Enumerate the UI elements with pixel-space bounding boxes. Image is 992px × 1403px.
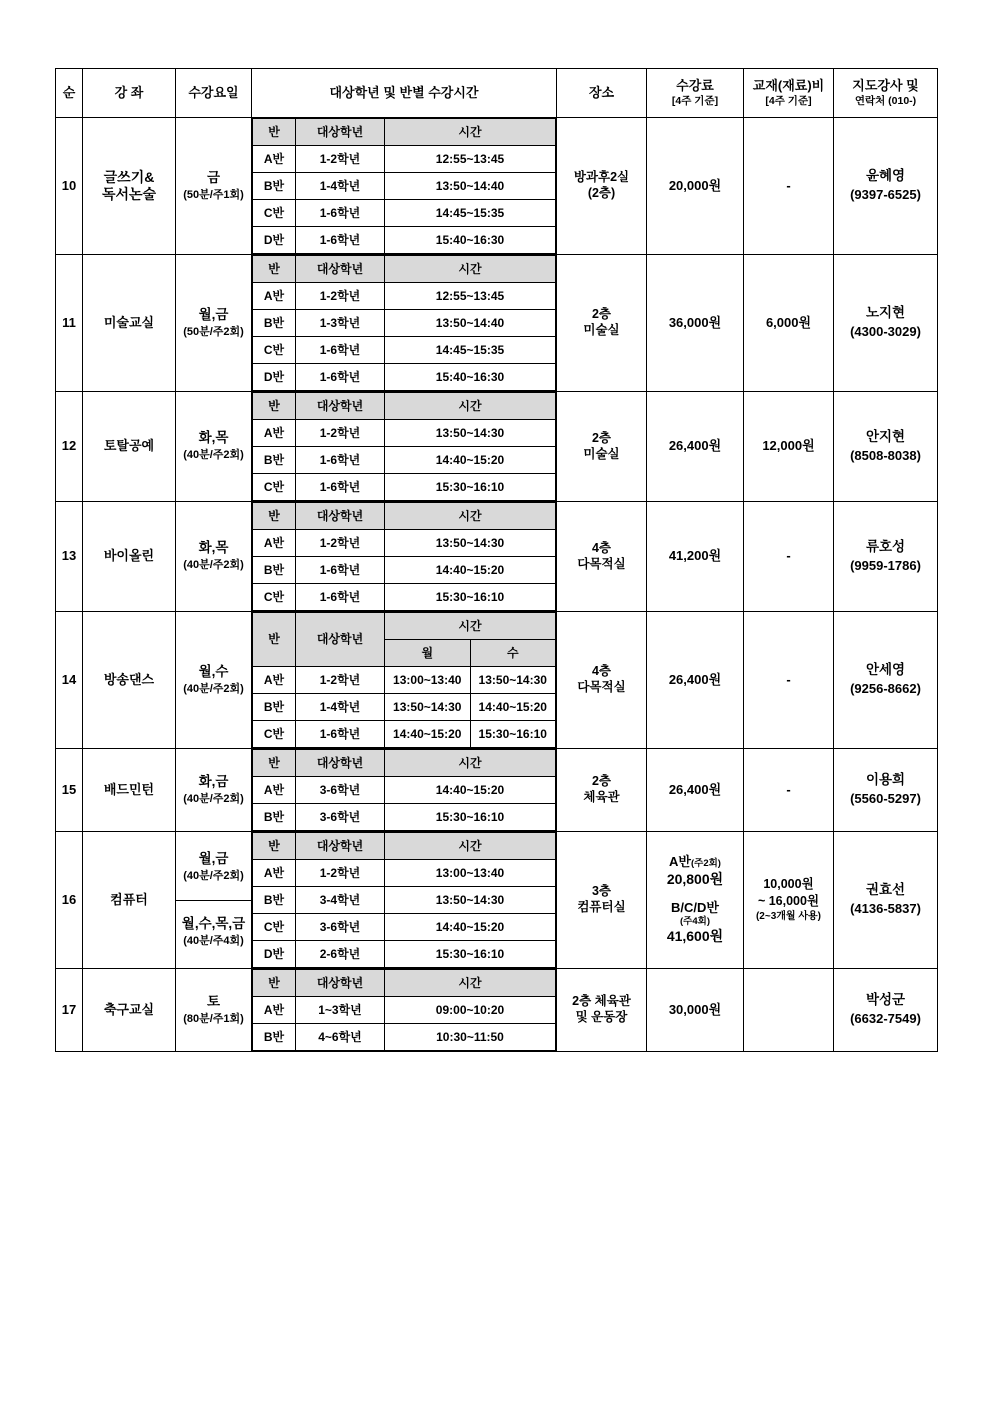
sched-grade: 1-2학년: [296, 860, 385, 887]
sched-header-grade: 대상학년: [296, 970, 385, 997]
days-main-bottom: 월,수,목,금: [181, 916, 246, 932]
row-no: 13: [56, 502, 83, 612]
sched-header-grade: 대상학년: [296, 833, 385, 860]
sched-ban: D반: [253, 227, 296, 254]
row-days: [176, 392, 252, 502]
schedule-row: [253, 227, 556, 254]
days-sub-top: (40분/주2회): [183, 869, 244, 882]
sched-header-time: 시간: [385, 256, 556, 283]
sched-ban: A반: [253, 146, 296, 173]
place-line1: 방과후2실: [573, 170, 630, 185]
sched-grade: 1-6학년: [296, 200, 385, 227]
teacher-name: 권효선: [865, 882, 906, 898]
sched-time: 15:30~16:10: [385, 804, 556, 831]
schedule-table: [252, 612, 556, 748]
sched-grade: 1-6학년: [296, 474, 385, 501]
schedule-header-row: [253, 833, 556, 860]
header-fee-sub: [4주 기준]: [671, 94, 719, 107]
sched-ban: C반: [253, 914, 296, 941]
schedule-header-row: [253, 750, 556, 777]
days-main: 화,목: [198, 430, 229, 446]
sched-time: 14:45~15:35: [385, 200, 556, 227]
row-no: 14: [56, 612, 83, 749]
teacher-name: 이용희: [865, 772, 906, 788]
row-course: 바이올린: [83, 502, 176, 612]
schedule-header-row: [253, 393, 556, 420]
sched-ban: B반: [253, 887, 296, 914]
teacher-phone: (4300-3029): [850, 324, 921, 340]
schedule-row: [253, 283, 556, 310]
sched-grade: 1-4학년: [296, 694, 385, 721]
days-main: 월,금: [198, 306, 229, 322]
header-material: [744, 69, 834, 118]
sched-header-time: 시간: [385, 503, 556, 530]
schedule-header-row: [253, 119, 556, 146]
sched-ban: B반: [253, 173, 296, 200]
schedule-row: [253, 173, 556, 200]
sched-header-time: 시간: [385, 970, 556, 997]
days-sub: (50분/주1회): [183, 188, 244, 201]
row-course: 컴퓨터: [83, 832, 176, 969]
days-sub: (40분/주2회): [183, 792, 244, 805]
sched-time: 13:50~14:30: [385, 530, 556, 557]
schedule-row: [253, 310, 556, 337]
row-schedule: [252, 969, 557, 1052]
days-group-top: [176, 835, 251, 901]
sched-ban: A반: [253, 530, 296, 557]
sched-time-wed: 13:50~14:30: [470, 667, 556, 694]
sched-ban: C반: [253, 721, 296, 748]
teacher-name: 안세영: [865, 662, 906, 678]
sched-ban: B반: [253, 310, 296, 337]
sched-header-grade: 대상학년: [296, 503, 385, 530]
sched-grade: 1-3학년: [296, 310, 385, 337]
schedule-row: [253, 447, 556, 474]
place-line2: 다목적실: [577, 680, 626, 694]
days-sub: (40분/주2회): [183, 682, 244, 695]
teacher-phone: (9959-1786): [850, 557, 921, 573]
sched-time: 13:50~14:30: [385, 887, 556, 914]
sched-ban: B반: [253, 694, 296, 721]
schedule-row: [253, 997, 556, 1024]
sched-grade: 1~3학년: [296, 997, 385, 1024]
days-main: 토: [206, 993, 221, 1009]
row-no: 15: [56, 749, 83, 832]
sched-ban: D반: [253, 941, 296, 968]
place-line1: 2층: [591, 307, 612, 322]
sched-time: 14:40~15:20: [385, 557, 556, 584]
place-line2: (2층): [587, 186, 616, 200]
header-fee-label: 수강료: [676, 78, 714, 94]
sched-grade: 1-6학년: [296, 721, 385, 748]
sched-header-ban: 반: [253, 256, 296, 283]
row-teacher: [834, 969, 938, 1052]
row-place: [557, 612, 647, 749]
schedule-row: [253, 804, 556, 831]
row-schedule: [252, 255, 557, 392]
place-line2: 다목적실: [577, 556, 626, 571]
sched-time: 12:55~13:45: [385, 146, 556, 173]
schedule-table: [252, 392, 556, 501]
days-sub: (50분/주2회): [183, 325, 244, 338]
row-days: [176, 502, 252, 612]
afterschool-program-table: [55, 68, 938, 1052]
row-material: [744, 832, 834, 969]
place-line1: 2층 체육관: [572, 994, 631, 1009]
teacher-phone: (5560-5297): [850, 791, 921, 807]
row-place: [557, 832, 647, 969]
header-days: 수강요일: [176, 69, 252, 118]
row-no: 11: [56, 255, 83, 392]
row-place: [557, 118, 647, 255]
sched-header-grade: 대상학년: [296, 613, 385, 667]
row-place: [557, 392, 647, 502]
header-place: 장소: [557, 69, 647, 118]
row-teacher: [834, 118, 938, 255]
row-material: [744, 969, 834, 1052]
sched-time: 10:30~11:50: [385, 1024, 556, 1051]
row-material: 12,000원: [744, 392, 834, 502]
schedule-header-row: [253, 970, 556, 997]
sched-grade: 1-2학년: [296, 667, 385, 694]
teacher-name: 윤혜영: [865, 168, 906, 184]
schedule-row: [253, 200, 556, 227]
fee-b-label: B/C/D반: [671, 900, 719, 916]
material-line2: ~ 16,000원: [757, 893, 820, 908]
teacher-phone: (6632-7549): [850, 1011, 921, 1027]
course-name-line2: 독서논술: [101, 186, 157, 202]
sched-grade: 3-6학년: [296, 914, 385, 941]
row-days: [176, 612, 252, 749]
place-line2: 미술실: [583, 323, 620, 337]
schedule-row: [253, 474, 556, 501]
schedule-table: [252, 255, 556, 391]
header-teacher-label: 지도강사 및: [852, 78, 919, 94]
row-material: -: [744, 749, 834, 832]
row-days: [176, 255, 252, 392]
row-days: [176, 832, 252, 969]
table-row: [56, 118, 938, 255]
sched-time-mon: 13:50~14:30: [385, 694, 471, 721]
row-no: 10: [56, 118, 83, 255]
header-material-sub: [4주 기준]: [765, 94, 812, 107]
sched-grade: 1-6학년: [296, 337, 385, 364]
sched-ban: A반: [253, 777, 296, 804]
sched-time: 15:30~16:10: [385, 941, 556, 968]
sched-grade: 1-6학년: [296, 227, 385, 254]
teacher-phone: (9397-6525): [850, 187, 921, 203]
sched-time: 14:40~15:20: [385, 777, 556, 804]
sched-header-ban: 반: [253, 393, 296, 420]
row-place: [557, 502, 647, 612]
header-teacher: [834, 69, 938, 118]
fee-group-b: [647, 896, 743, 948]
row-material: -: [744, 612, 834, 749]
days-main-top: 월,금: [198, 850, 229, 866]
row-course: 토탈공예: [83, 392, 176, 502]
table-header-row: [56, 69, 938, 118]
sched-header-grade: 대상학년: [296, 256, 385, 283]
fee-a-label: A반: [669, 854, 691, 870]
table-row: [56, 392, 938, 502]
row-course: 축구교실: [83, 969, 176, 1052]
place-line1: 2층: [591, 430, 612, 445]
sched-grade: 3-4학년: [296, 887, 385, 914]
fee-a-note: (주2회): [690, 858, 721, 870]
sched-time: 09:00~10:20: [385, 997, 556, 1024]
row-material: -: [744, 118, 834, 255]
days-main: 화,목: [198, 540, 229, 556]
sched-header-ban: 반: [253, 970, 296, 997]
row-material: 6,000원: [744, 255, 834, 392]
sched-ban: C반: [253, 200, 296, 227]
schedule-row: [253, 557, 556, 584]
material-note: (2~3개월 사용): [755, 911, 822, 923]
table-row: [56, 832, 938, 969]
row-days: [176, 969, 252, 1052]
sched-grade: 1-6학년: [296, 557, 385, 584]
sched-grade: 1-6학년: [296, 584, 385, 611]
row-place: [557, 749, 647, 832]
row-fee: 26,400원: [647, 749, 744, 832]
sched-ban: B반: [253, 1024, 296, 1051]
sched-time-mon: 13:00~13:40: [385, 667, 471, 694]
days-main: 화,금: [198, 773, 229, 789]
row-days: [176, 118, 252, 255]
sched-time: 12:55~13:45: [385, 283, 556, 310]
table-row: [56, 255, 938, 392]
schedule-row: [253, 777, 556, 804]
row-schedule: [252, 502, 557, 612]
header-material-label: 교재(재료)비: [752, 78, 825, 94]
fee-a-value: 20,800원: [666, 870, 724, 887]
sched-time: 15:30~16:10: [385, 474, 556, 501]
row-teacher: [834, 612, 938, 749]
table-row: [56, 749, 938, 832]
row-no: 16: [56, 832, 83, 969]
sched-ban: A반: [253, 997, 296, 1024]
row-teacher: [834, 832, 938, 969]
row-course: 배드민턴: [83, 749, 176, 832]
place-line1: 4층: [591, 540, 612, 555]
sched-ban: A반: [253, 860, 296, 887]
days-sub: (80분/주1회): [183, 1012, 244, 1025]
schedule-row: [253, 667, 556, 694]
sched-grade: 4~6학년: [296, 1024, 385, 1051]
table-row: [56, 502, 938, 612]
header-teacher-sub: 연락처 (010-): [854, 94, 917, 107]
sched-grade: 3-6학년: [296, 804, 385, 831]
sched-grade: 3-6학년: [296, 777, 385, 804]
sched-header-ban: 반: [253, 833, 296, 860]
sched-time: 13:50~14:30: [385, 420, 556, 447]
sched-grade: 1-2학년: [296, 283, 385, 310]
row-schedule: [252, 749, 557, 832]
schedule-table: [252, 502, 556, 611]
schedule-row: [253, 860, 556, 887]
teacher-name: 박성군: [865, 992, 906, 1008]
place-line1: 4층: [591, 664, 612, 679]
sched-ban: B반: [253, 557, 296, 584]
place-line2: 미술실: [583, 446, 620, 461]
sched-header-time: 시간: [385, 393, 556, 420]
schedule-row: [253, 146, 556, 173]
place-line2: 컴퓨터실: [577, 900, 626, 914]
schedule-row: [253, 941, 556, 968]
sched-grade: 1-2학년: [296, 146, 385, 173]
row-schedule: [252, 612, 557, 749]
sched-header-mon: 월: [385, 640, 471, 667]
sched-grade: 1-2학년: [296, 530, 385, 557]
schedule-row: [253, 914, 556, 941]
sched-time: 14:45~15:35: [385, 337, 556, 364]
sched-time: 13:50~14:40: [385, 173, 556, 200]
schedule-header-row: [253, 256, 556, 283]
row-fee: [647, 832, 744, 969]
row-no: 17: [56, 969, 83, 1052]
fee-group-a: [647, 852, 743, 896]
sched-header-grade: 대상학년: [296, 393, 385, 420]
row-course: [83, 118, 176, 255]
row-schedule: [252, 118, 557, 255]
schedule-table: [252, 118, 556, 254]
header-no: 순: [56, 69, 83, 118]
header-schedule: 대상학년 및 반별 수강시간: [252, 69, 557, 118]
sched-ban: A반: [253, 283, 296, 310]
row-teacher: [834, 502, 938, 612]
teacher-name: 노지현: [865, 305, 906, 321]
schedule-row: [253, 420, 556, 447]
days-group-bottom: [176, 901, 251, 966]
schedule-row: [253, 1024, 556, 1051]
row-fee: 36,000원: [647, 255, 744, 392]
row-no: 12: [56, 392, 83, 502]
sched-time: 13:50~14:40: [385, 310, 556, 337]
days-sub: (40분/주2회): [183, 559, 244, 572]
sched-time-wed: 15:30~16:10: [470, 721, 556, 748]
sched-ban: C반: [253, 584, 296, 611]
sched-header-ban: 반: [253, 613, 296, 667]
schedule-table: [252, 749, 556, 831]
sched-grade: 1-4학년: [296, 173, 385, 200]
sched-grade: 1-6학년: [296, 364, 385, 391]
row-schedule: [252, 832, 557, 969]
sched-time: 15:30~16:10: [385, 584, 556, 611]
row-place: [557, 969, 647, 1052]
sched-ban: B반: [253, 804, 296, 831]
teacher-phone: (9256-8662): [850, 681, 921, 697]
sched-header-ban: 반: [253, 750, 296, 777]
course-name-line1: 글쓰기&: [103, 168, 155, 185]
schedule-row: [253, 694, 556, 721]
sched-header-wed: 수: [470, 640, 556, 667]
place-line1: 2층: [591, 774, 612, 789]
schedule-row: [253, 337, 556, 364]
place-line1: 3층: [591, 884, 612, 899]
days-sub-bottom: (40분/주4회): [183, 935, 244, 948]
sched-header-ban: 반: [253, 503, 296, 530]
sched-time-wed: 14:40~15:20: [470, 694, 556, 721]
sched-time: 13:00~13:40: [385, 860, 556, 887]
schedule-table: [252, 969, 556, 1051]
row-course: 방송댄스: [83, 612, 176, 749]
sched-header-time: 시간: [385, 750, 556, 777]
sched-grade: 1-6학년: [296, 447, 385, 474]
row-fee: 30,000원: [647, 969, 744, 1052]
days-main: 금: [206, 169, 221, 185]
row-teacher: [834, 392, 938, 502]
sched-time-mon: 14:40~15:20: [385, 721, 471, 748]
sched-grade: 1-2학년: [296, 420, 385, 447]
table-row: [56, 969, 938, 1052]
sched-ban: C반: [253, 474, 296, 501]
sched-time: 14:40~15:20: [385, 914, 556, 941]
schedule-table: [252, 832, 556, 968]
sched-time: 15:40~16:30: [385, 227, 556, 254]
teacher-name: 류호성: [865, 538, 906, 554]
sched-time: 15:40~16:30: [385, 364, 556, 391]
header-fee: [647, 69, 744, 118]
row-course: 미술교실: [83, 255, 176, 392]
place-line2: 및 운동장: [575, 1010, 628, 1024]
sched-header-ban: 반: [253, 119, 296, 146]
sched-grade: 2-6학년: [296, 941, 385, 968]
days-main: 월,수: [198, 663, 229, 679]
header-course: 강 좌: [83, 69, 176, 118]
fee-b-value: 41,600원: [666, 928, 724, 945]
place-line2: 체육관: [583, 790, 620, 804]
row-days: [176, 749, 252, 832]
row-teacher: [834, 749, 938, 832]
schedule-header-row: [253, 503, 556, 530]
sched-ban: D반: [253, 364, 296, 391]
sched-ban: C반: [253, 337, 296, 364]
sched-header-time: 시간: [385, 119, 556, 146]
row-schedule: [252, 392, 557, 502]
teacher-phone: (8508-8038): [850, 447, 921, 463]
teacher-name: 안지현: [865, 428, 906, 444]
sched-time: 14:40~15:20: [385, 447, 556, 474]
sched-ban: B반: [253, 447, 296, 474]
afterschool-program-table-container: [55, 68, 937, 1052]
material-line1: 10,000원: [763, 877, 814, 892]
sched-header-time: 시간: [385, 613, 556, 640]
fee-b-note: (주4회): [680, 916, 710, 928]
sched-ban: A반: [253, 420, 296, 447]
table-row: [56, 612, 938, 749]
schedule-header-row: [253, 613, 556, 640]
teacher-phone: (4136-5837): [850, 901, 921, 917]
days-sub: (40분/주2회): [183, 449, 244, 462]
schedule-row: [253, 364, 556, 391]
row-fee: 26,400원: [647, 392, 744, 502]
sched-header-grade: 대상학년: [296, 119, 385, 146]
schedule-row: [253, 887, 556, 914]
sched-header-time: 시간: [385, 833, 556, 860]
sched-ban: A반: [253, 667, 296, 694]
row-place: [557, 255, 647, 392]
row-fee: 20,000원: [647, 118, 744, 255]
row-fee: 26,400원: [647, 612, 744, 749]
schedule-row: [253, 721, 556, 748]
schedule-row: [253, 584, 556, 611]
row-fee: 41,200원: [647, 502, 744, 612]
row-material: -: [744, 502, 834, 612]
sched-header-grade: 대상학년: [296, 750, 385, 777]
schedule-row: [253, 530, 556, 557]
row-teacher: [834, 255, 938, 392]
